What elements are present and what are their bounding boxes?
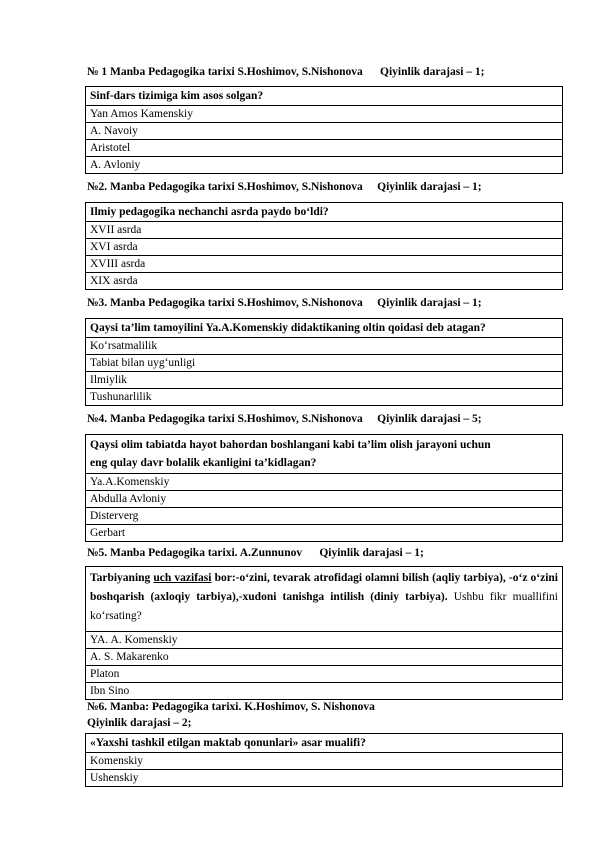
answer-option: Aristotel bbox=[86, 140, 563, 157]
question-1-text: Sinf-dars tizimiga kim asos solgan? bbox=[86, 87, 563, 106]
answer-row bbox=[86, 338, 563, 355]
answer-option: Ibn Sino bbox=[86, 683, 563, 700]
question-2-table bbox=[85, 202, 563, 290]
answer-option: Disterverg bbox=[86, 508, 563, 525]
answer-row bbox=[86, 525, 563, 542]
question-row bbox=[86, 435, 563, 474]
answer-option: Tabiat bilan uyg‘unligi bbox=[86, 355, 563, 372]
question-6-header-line-1: №6. Manba: Pedagogika tarixi. K.Hoshimov, S. Nishonova bbox=[87, 701, 375, 713]
answer-row bbox=[86, 770, 563, 787]
question-3-text: Qaysi ta’lim tamoyilini Ya.A.Komenskiy didaktikaning oltin qoidasi deb atagan? bbox=[86, 319, 563, 338]
answer-row bbox=[86, 355, 563, 372]
answer-option: Platon bbox=[86, 666, 563, 683]
question-3-header: №3. Manba Pedagogika tarixi S.Hoshimov, S.Nishonova Qiyinlik darajasi – 1; bbox=[87, 297, 482, 309]
answer-option: Yan Amos Kamenskiy bbox=[86, 106, 563, 123]
question-6-text: «Yaxshi tashkil etilgan maktab qonunlari» asar mualifi? bbox=[86, 734, 563, 753]
answer-option: YA. A. Komenskiy bbox=[86, 632, 563, 649]
question-5-table bbox=[85, 566, 563, 700]
question-1-header: № 1 Manba Pedagogika tarixi S.Hoshimov, S.Nishonova Qiyinlik darajasi – 1; bbox=[87, 66, 485, 78]
answer-option: XIX asrda bbox=[86, 273, 563, 290]
answer-row bbox=[86, 508, 563, 525]
question-3-table bbox=[85, 318, 563, 406]
answer-option: XVIII asrda bbox=[86, 256, 563, 273]
answer-option: Abdulla Avloniy bbox=[86, 491, 563, 508]
answer-row bbox=[86, 256, 563, 273]
answer-row bbox=[86, 222, 563, 239]
answer-option: Ushenskiy bbox=[86, 770, 563, 787]
question-5-part-2: bor:-o‘zini, tevarak atrofidagi olamni bilish (aqliy tarbiya), -o‘z o‘zini boshqarish (axloqiy tarbiya),-xudoni tanishga intilish (diniy tarbiya). bbox=[90, 572, 559, 603]
question-row bbox=[86, 319, 563, 338]
answer-row bbox=[86, 683, 563, 700]
question-4-table bbox=[85, 434, 563, 542]
answer-row bbox=[86, 123, 563, 140]
question-2-header: №2. Manba Pedagogika tarixi S.Hoshimov, S.Nishonova Qiyinlik darajasi – 1; bbox=[87, 181, 482, 193]
question-4-line-1: Qaysi olim tabiatda hayot bahordan boshlangani kabi ta’lim olish jarayoni uchun bbox=[90, 439, 491, 451]
answer-row bbox=[86, 106, 563, 123]
answer-option: A. Avloniy bbox=[86, 157, 563, 174]
answer-row bbox=[86, 157, 563, 174]
answer-row bbox=[86, 491, 563, 508]
question-5-underlined: uch vazifasi bbox=[153, 572, 212, 584]
answer-row bbox=[86, 753, 563, 770]
question-row bbox=[86, 567, 563, 632]
answer-row bbox=[86, 649, 563, 666]
question-5-header: №5. Manba Pedagogika tarixi. A.Zunnunov Qiyinlik darajasi – 1; bbox=[87, 547, 424, 559]
answer-option: Ko‘rsatmalilik bbox=[86, 338, 563, 355]
answer-option: Komenskiy bbox=[86, 753, 563, 770]
answer-row bbox=[86, 372, 563, 389]
question-5-text bbox=[86, 567, 563, 632]
answer-row bbox=[86, 239, 563, 256]
answer-row bbox=[86, 140, 563, 157]
answer-option: Gerbart bbox=[86, 525, 563, 542]
answer-option: A. Navoiy bbox=[86, 123, 563, 140]
question-4-text bbox=[86, 435, 563, 474]
question-row bbox=[86, 203, 563, 222]
answer-row bbox=[86, 389, 563, 406]
answer-option: XVII asrda bbox=[86, 222, 563, 239]
answer-row bbox=[86, 666, 563, 683]
question-4-header: №4. Manba Pedagogika tarixi S.Hoshimov, S.Nishonova Qiyinlik darajasi – 5; bbox=[87, 413, 482, 425]
answer-option: Ya.A.Komenskiy bbox=[86, 474, 563, 491]
question-5-part-3: Ushbu fikr muallifini ko‘rsating? bbox=[90, 591, 558, 622]
answer-row bbox=[86, 632, 563, 649]
question-4-line-2: eng qulay davr bolalik ekanligini ta’kidlagan? bbox=[90, 457, 317, 469]
answer-option: Ilmiylik bbox=[86, 372, 563, 389]
question-row bbox=[86, 734, 563, 753]
answer-option: XVI asrda bbox=[86, 239, 563, 256]
question-row bbox=[86, 87, 563, 106]
answer-option: Tushunarlilik bbox=[86, 389, 563, 406]
question-6-table bbox=[85, 733, 563, 787]
question-2-text: Ilmiy pedagogika nechanchi asrda paydo bo‘ldi? bbox=[86, 203, 563, 222]
question-6-header-line-2: Qiyinlik darajasi – 2; bbox=[87, 717, 192, 729]
answer-option: A. S. Makarenko bbox=[86, 649, 563, 666]
question-5-part-1: Tarbiyaning bbox=[90, 572, 154, 584]
answer-row bbox=[86, 273, 563, 290]
answer-row bbox=[86, 474, 563, 491]
question-1-table bbox=[85, 86, 563, 174]
